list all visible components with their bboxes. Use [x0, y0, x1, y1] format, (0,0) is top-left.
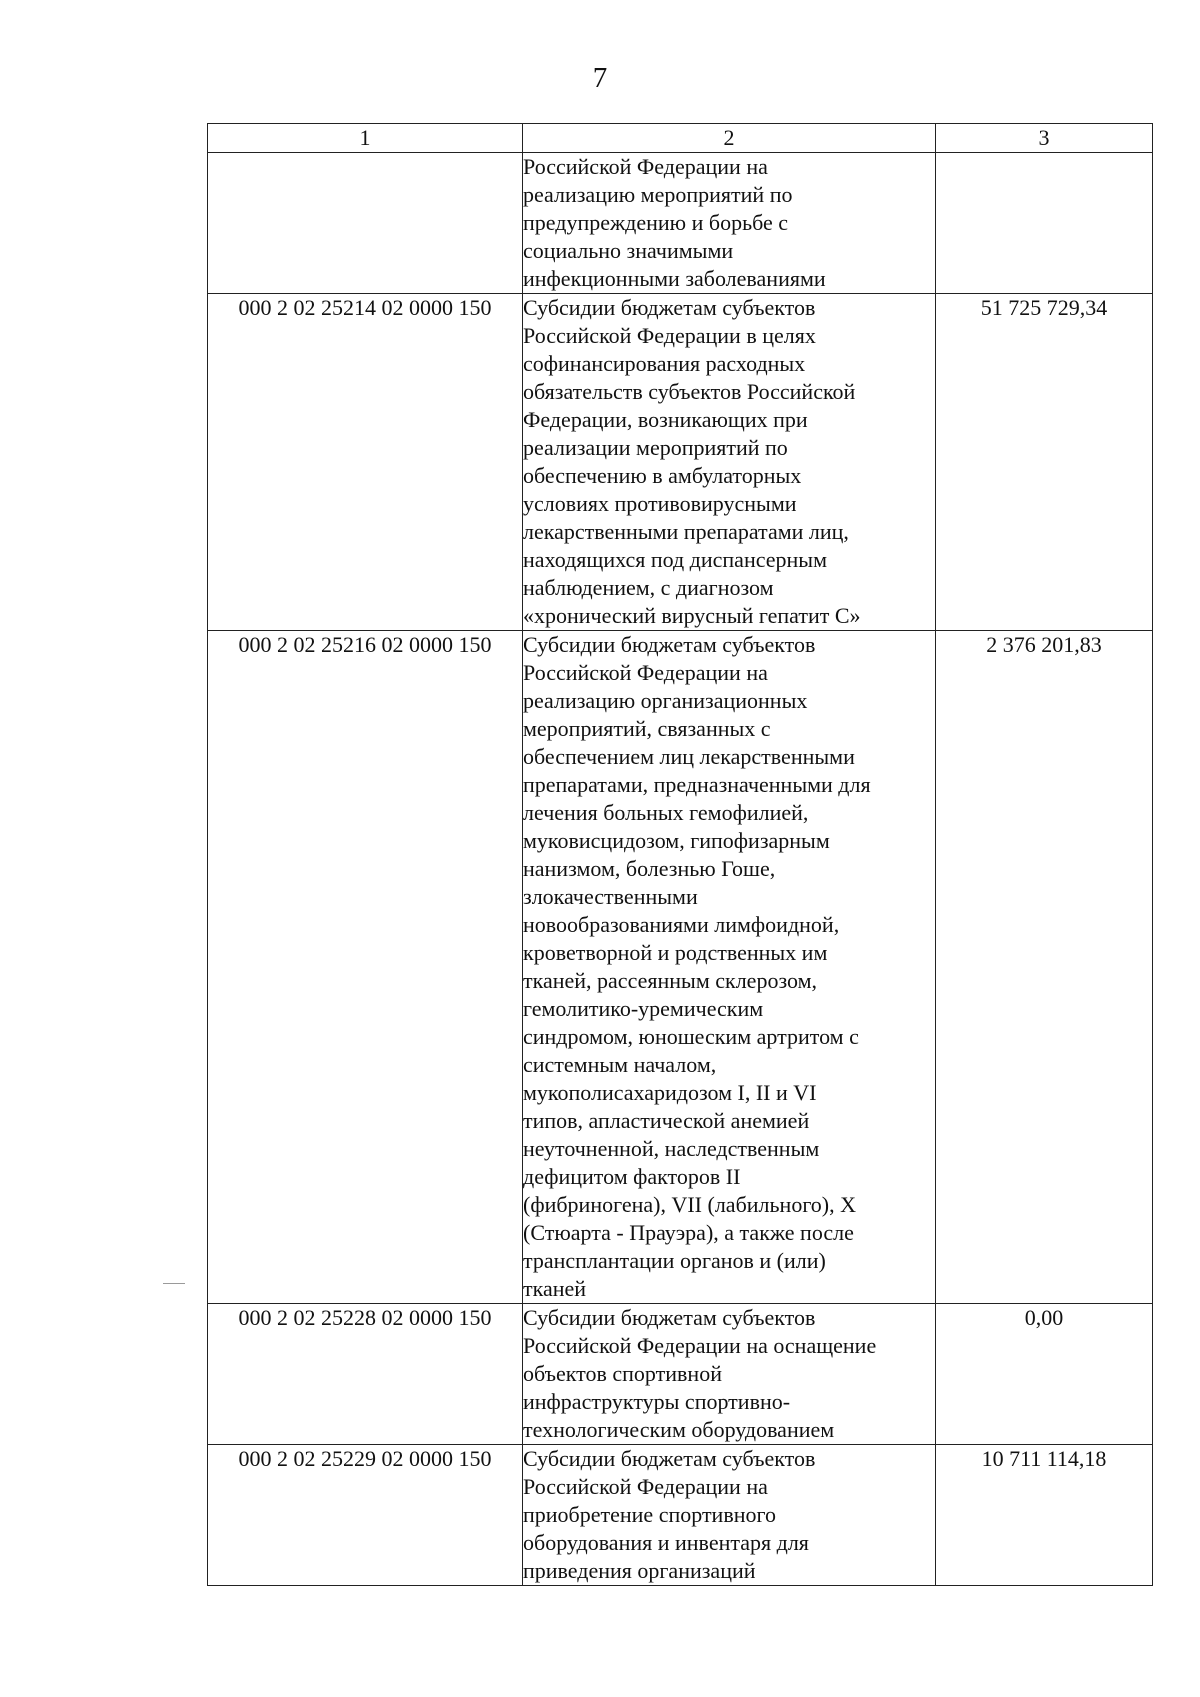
description-line: социально значимыми [523, 238, 734, 263]
margin-mark [163, 1283, 185, 1284]
cell-amount: 10 711 114,18 [936, 1445, 1153, 1586]
description-line: тканей [523, 1276, 587, 1301]
cell-budget-code: 000 2 02 25214 02 0000 150 [208, 294, 523, 631]
description-line: лечения больных гемофилией, [523, 800, 809, 825]
description-line: (Стюарта - Прауэра), а также после [523, 1220, 854, 1245]
description-line: Субсидии бюджетам субъектов [523, 1305, 816, 1330]
description-line: мероприятий, связанных с [523, 716, 771, 741]
table-body [208, 153, 1153, 1586]
description-line: приведения организаций [523, 1558, 756, 1583]
table-row [208, 631, 1153, 1304]
description-line: Федерации, возникающих при [523, 407, 808, 432]
description-line: муковисцидозом, гипофизарным [523, 828, 830, 853]
description-line: реализацию организационных [523, 688, 808, 713]
description-line: нанизмом, болезнью Гоше, [523, 856, 776, 881]
cell-amount: 0,00 [936, 1304, 1153, 1445]
cell-budget-code: 000 2 02 25228 02 0000 150 [208, 1304, 523, 1445]
description-line: гемолитико-уремическим [523, 996, 764, 1021]
description-line: системным началом, [523, 1052, 717, 1077]
description-line: трансплантации органов и (или) [523, 1248, 826, 1273]
cell-budget-code: 000 2 02 25216 02 0000 150 [208, 631, 523, 1304]
table-row [208, 1445, 1153, 1586]
description-line: инфраструктуры спортивно- [523, 1389, 791, 1414]
description-line: реализацию мероприятий по [523, 182, 793, 207]
description-line: приобретение спортивного [523, 1502, 776, 1527]
description-line: препаратами, предназначенными для [523, 772, 871, 797]
column-header-3: 3 [936, 124, 1153, 153]
description-line: обеспечением лиц лекарственными [523, 744, 855, 769]
table-row [208, 294, 1153, 631]
description-line: мукополисахаридозом I, II и VI [523, 1080, 817, 1105]
description-line: (фибриногена), VII (лабильного), X [523, 1192, 857, 1217]
description-line: оборудования и инвентаря для [523, 1530, 809, 1555]
cell-amount: 2 376 201,83 [936, 631, 1153, 1304]
page-number: 7 [592, 62, 608, 94]
cell-description [523, 631, 936, 1304]
description-line: обязательств субъектов Российской [523, 379, 856, 404]
description-line: софинансирования расходных [523, 351, 806, 376]
description-line: инфекционными заболеваниями [523, 266, 826, 291]
description-line: кроветворной и родственных им [523, 940, 828, 965]
description-line: неуточненной, наследственным [523, 1136, 820, 1161]
column-header-2: 2 [523, 124, 936, 153]
table-row [208, 1304, 1153, 1445]
description-line: Российской Федерации на [523, 660, 768, 685]
table-header-row [208, 124, 1153, 153]
description-line: Российской Федерации на [523, 1474, 768, 1499]
description-line: Субсидии бюджетам субъектов [523, 632, 816, 657]
description-line: Российской Федерации в целях [523, 323, 816, 348]
table-row [208, 153, 1153, 294]
cell-description [523, 1445, 936, 1586]
description-line: новообразованиями лимфоидной, [523, 912, 840, 937]
description-line: предупреждению и борьбе с [523, 210, 789, 235]
cell-description [523, 1304, 936, 1445]
description-line: технологическим оборудованием [523, 1417, 835, 1442]
description-line: дефицитом факторов II [523, 1164, 741, 1189]
description-line: находящихся под диспансерным [523, 547, 827, 572]
cell-budget-code [208, 153, 523, 294]
description-line: реализации мероприятий по [523, 435, 788, 460]
description-line: «хронический вирусный гепатит С» [523, 603, 861, 628]
description-line: типов, апластической анемией [523, 1108, 810, 1133]
description-line: Российской Федерации на оснащение [523, 1333, 877, 1358]
cell-budget-code: 000 2 02 25229 02 0000 150 [208, 1445, 523, 1586]
cell-amount [936, 153, 1153, 294]
column-header-1: 1 [208, 124, 523, 153]
description-line: синдромом, юношеским артритом с [523, 1024, 859, 1049]
description-line: обеспечению в амбулаторных [523, 463, 802, 488]
description-line: наблюдением, с диагнозом [523, 575, 774, 600]
cell-description [523, 153, 936, 294]
description-line: Российской Федерации на [523, 154, 768, 179]
description-line: лекарственными препаратами лиц, [523, 519, 849, 544]
cell-description [523, 294, 936, 631]
description-line: злокачественными [523, 884, 698, 909]
description-line: условиях противовирусными [523, 491, 797, 516]
description-line: объектов спортивной [523, 1361, 722, 1386]
description-line: Субсидии бюджетам субъектов [523, 1446, 816, 1471]
description-line: тканей, рассеянным склерозом, [523, 968, 818, 993]
cell-amount: 51 725 729,34 [936, 294, 1153, 631]
description-line: Субсидии бюджетам субъектов [523, 295, 816, 320]
budget-table [207, 123, 1153, 1586]
